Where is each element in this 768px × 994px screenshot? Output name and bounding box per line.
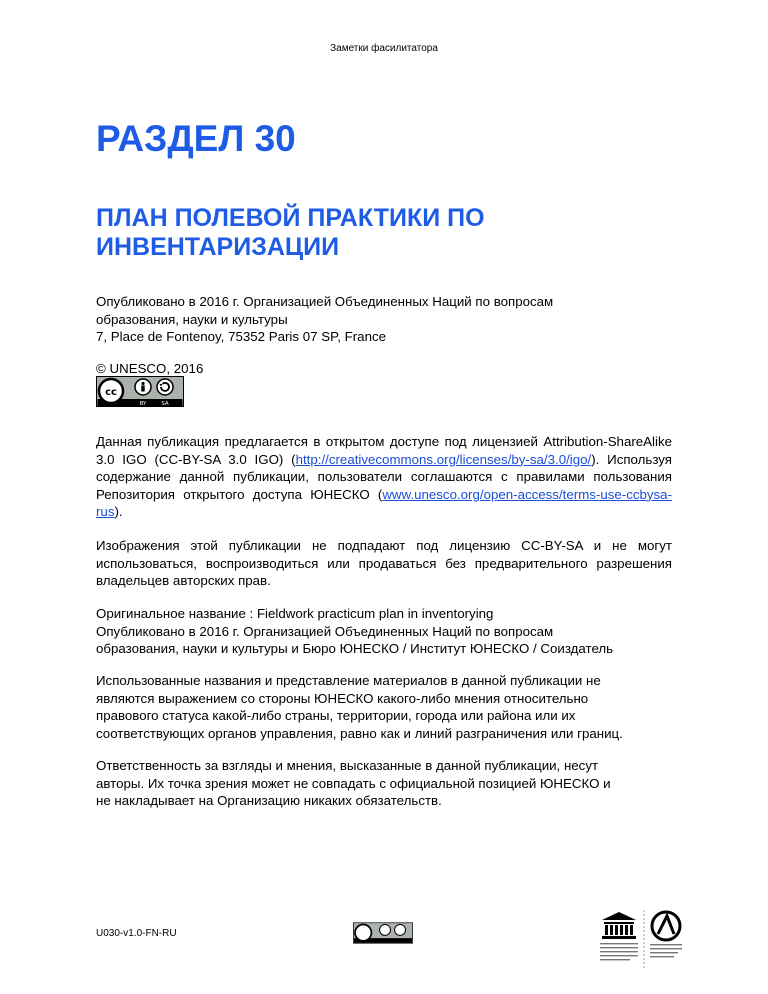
disclaimer-line: соответствующих органов управления, равно как и линий разграничения или границ. (96, 725, 623, 741)
disclaimer-line: Использованные названия и представление материалов в данной публикации не (96, 673, 601, 688)
responsibility-notice (96, 757, 671, 810)
svg-text:SA: SA (161, 401, 169, 407)
document-code: U030-v1.0-FN-RU (96, 928, 177, 939)
svg-text:BY: BY (139, 401, 147, 407)
original-publisher: Опубликовано в 2016 г. Организацией Объединенных Наций по вопросам (96, 623, 554, 639)
responsibility-line: Ответственность за взгляды и мнения, высказанные в данной публикации, несут (96, 758, 599, 773)
heritage-emblem-icon (650, 912, 682, 957)
section-subtitle: ПЛАН ПОЛЕВОЙ ПРАКТИКИ ПО ИНВЕНТАРИЗАЦИИ (96, 204, 485, 261)
original-title-info (96, 605, 671, 658)
terms-link[interactable]: www.unesco.org/open-access/terms-use-ccbysa-rus (96, 486, 672, 519)
disclaimer-line: являются выражением со стороны ЮНЕСКО какого-либо мнения относительно (96, 690, 589, 706)
running-header: Заметки фасилитатора (330, 43, 438, 54)
unesco-logo-icon (600, 912, 638, 960)
license-text: ). (114, 504, 123, 519)
original-title: Оригинальное название : Fieldwork practicum plan in inventorying (96, 606, 494, 621)
publisher-address: 7, Place de Fontenoy, 75352 Paris 07 SP, France (96, 329, 387, 344)
publisher-line: образования, науки и культуры (96, 311, 288, 327)
cc-by-sa-footer-icon (353, 922, 413, 944)
copyright-line: © UNESCO, 2016 (96, 361, 204, 376)
images-notice: Изображения этой публикации не подпадают под лицензию CC-BY-SA и не могут использоваться, воспроизводиться или продаваться без предварительного разрешения владельцев авторских прав. (96, 538, 672, 588)
license-text: ). Используя содержание данной публикации, пользователи соглашаются с правилами пользования Репозитория открытого доступа ЮНЕСКО ( (96, 451, 672, 502)
responsibility-line: не накладывает на Организацию никаких обязательств. (96, 793, 442, 808)
license-link[interactable]: http://creativecommons.org/licenses/by-sa/3.0/igo/ (295, 451, 592, 467)
unesco-logos (596, 910, 706, 976)
cc-by-sa-badge-icon (96, 376, 184, 407)
original-publisher: образования, науки и культуры и Бюро ЮНЕСКО / Институт ЮНЕСКО / Соиздатель (96, 641, 614, 656)
section-title: РАЗДЕЛ 30 (96, 118, 296, 159)
license-paragraph (96, 433, 672, 521)
responsibility-line: авторы. Их точка зрения может не совпадать с официальной позицией ЮНЕСКО и (96, 775, 611, 791)
disclaimer (96, 672, 696, 742)
disclaimer-line: правового статуса какой-либо страны, территории, города или района или их (96, 708, 576, 723)
publisher-info (96, 293, 671, 346)
svg-text:cc: cc (105, 387, 117, 398)
publisher-line: Опубликовано в 2016 г. Организацией Объединенных Наций по вопросам (96, 294, 554, 309)
license-text: Данная публикация предлагается в открытом доступе под лицензией Attribution-ShareAlike 3.0 IGO (CC-BY-SA 3.0 IGO) ( (96, 434, 672, 467)
